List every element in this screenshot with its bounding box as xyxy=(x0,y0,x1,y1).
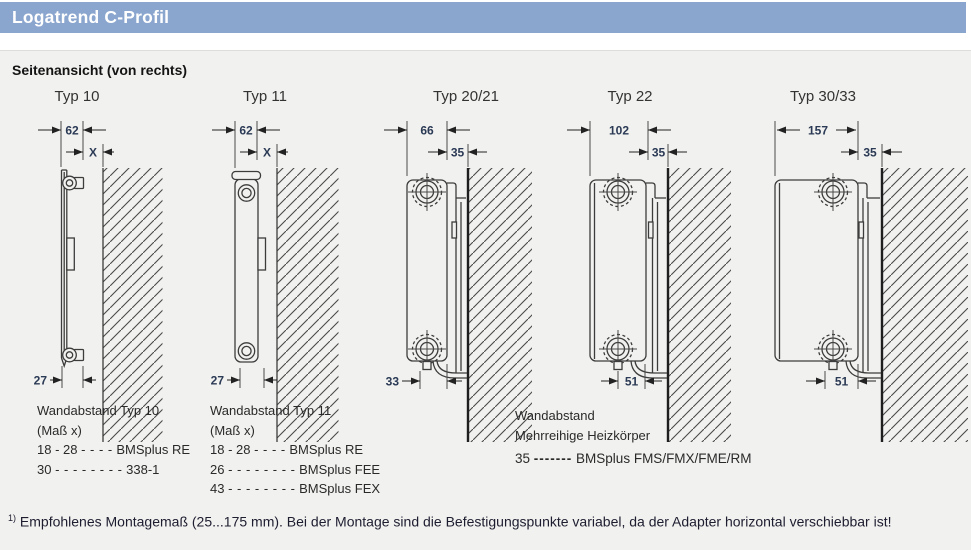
legend-row: 43 - - - - - - - - BMSplus FEX xyxy=(210,481,381,496)
footnote xyxy=(8,513,892,530)
legend-subtitle: (Maß x) xyxy=(37,422,82,438)
typ11-bracket-bottom xyxy=(238,343,254,359)
typ10-bracket-top xyxy=(63,176,77,190)
typ3033-title: Typ 30/33 xyxy=(790,88,856,105)
typ3033-dim-bottom: 51 xyxy=(834,374,849,389)
typ22-dim-wall: 35 xyxy=(651,145,666,160)
typ22-title: Typ 22 xyxy=(607,88,653,105)
typ3033-dim-width: 157 xyxy=(807,123,829,138)
legend-subtitle: Mehrreihige Heizkörper xyxy=(515,427,651,443)
typ3033-dim-wall: 35 xyxy=(863,145,877,160)
legend-row: 30 - - - - - - - - 338-1 xyxy=(37,461,160,477)
typ10-drawing xyxy=(34,121,163,442)
typ11-drawing xyxy=(211,121,339,442)
footnote-text: Empfohlenes Montagemaß (25...175 mm). Bei der Montage sind die Befestigungspunkte variabel, da der Adapter horizontal verschiebbar ist! xyxy=(19,513,892,530)
legend-row: 18 - 28 - - - - BMSplus RE xyxy=(210,442,364,457)
legend-typ10 xyxy=(37,401,190,479)
typ3033-drawing xyxy=(775,121,968,442)
typ10-bracket-bottom xyxy=(63,348,77,362)
legend-title: Wandabstand xyxy=(515,408,595,423)
legend-title: Wandabstand Typ 10 xyxy=(37,403,160,418)
typ2021-wall-hatch xyxy=(469,168,532,442)
legend-typ11 xyxy=(210,401,380,499)
typ10-dim-width: 62 xyxy=(65,123,79,138)
legend-row: 18 - 28 - - - - BMSplus RE xyxy=(37,442,191,457)
typ11-dim-wall: X xyxy=(262,145,272,160)
typ2021-dim-wall: 35 xyxy=(450,145,465,160)
typ11-clip xyxy=(258,238,266,270)
page-title: Logatrend C-Profil xyxy=(12,7,170,27)
typ10-dim-bottom: 27 xyxy=(33,373,47,388)
typ10-title: Typ 10 xyxy=(54,88,100,105)
legend-subtitle: (Maß x) xyxy=(210,422,255,438)
typ11-bracket-top xyxy=(238,185,254,201)
typ22-wall-hatch xyxy=(669,168,731,442)
legend-multirow xyxy=(515,406,752,469)
typ10-clip xyxy=(67,238,75,270)
typ11-dim-bottom: 27 xyxy=(210,373,224,388)
typ3033-wall-hatch xyxy=(883,168,968,442)
typ2021-drawing xyxy=(384,121,532,442)
typ10-dim-wall: X xyxy=(88,145,98,160)
typ11-title: Typ 11 xyxy=(243,88,287,105)
section-title: Seitenansicht (von rechts) xyxy=(12,62,188,78)
typ22-dim-width: 102 xyxy=(608,123,630,138)
legend-row: 26 - - - - - - - - BMSplus FEE xyxy=(210,461,381,477)
typ2021-dim-width: 66 xyxy=(420,123,434,138)
typ22-dim-bottom: 51 xyxy=(624,374,639,389)
typ11-dim-width: 62 xyxy=(239,123,253,138)
legend-title: Wandabstand Typ 11 xyxy=(210,403,332,418)
typ2021-title: Typ 20/21 xyxy=(433,88,499,105)
typ22-drawing xyxy=(567,121,731,442)
typ2021-dim-bottom: 33 xyxy=(385,374,399,389)
footnote-marker: 1) xyxy=(8,513,17,523)
legend-row: 35 ------- BMSplus FMS/FMX/FME/RM xyxy=(515,451,752,466)
